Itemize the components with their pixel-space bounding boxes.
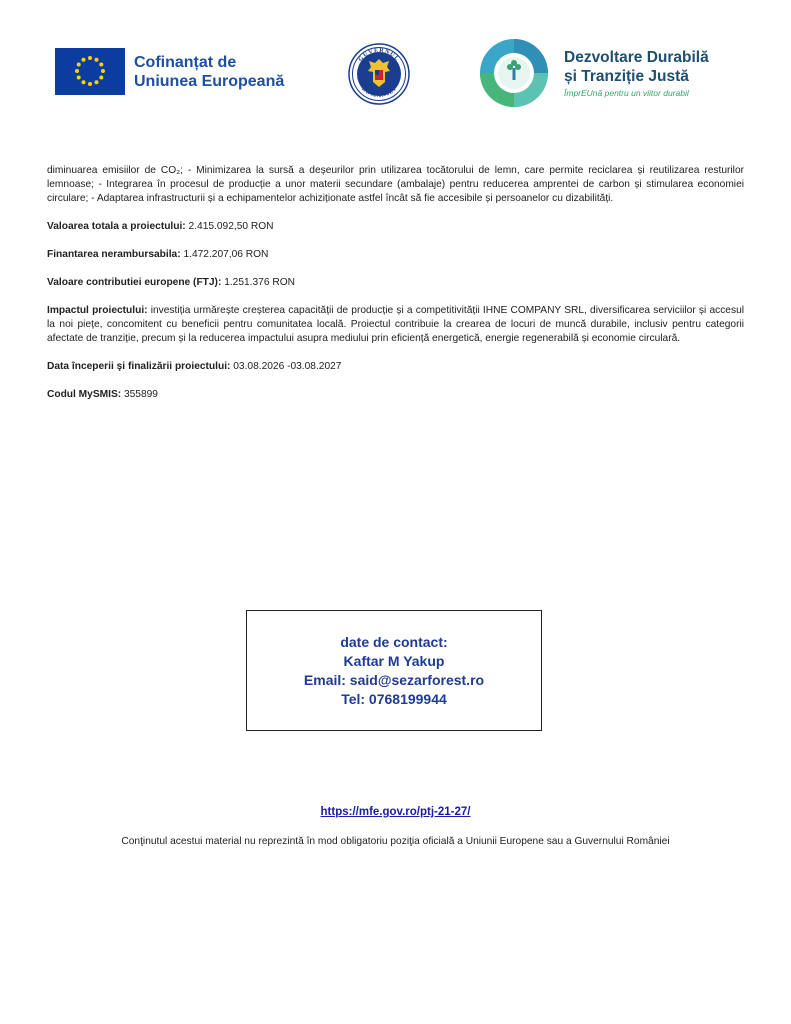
cod-mysmis-value: 355899 (121, 389, 158, 400)
eu-logo-text-line2: Uniunea Europeană (134, 72, 285, 90)
impact-paragraph (47, 304, 744, 346)
finantare-value: 1.472.207,06 RON (180, 249, 269, 260)
cod-mysmis-label: Codul MySMIS: (47, 389, 122, 400)
contributie-label: Valoare contributiei europene (FTJ): (47, 277, 222, 288)
dd-globe-icon (478, 37, 550, 109)
data-proiect-label: Data începerii şi finalizării proiectului: (47, 361, 231, 372)
contact-heading: date de contact: (340, 633, 448, 650)
finantare-label: Finantarea nerambursabila: (47, 249, 181, 260)
contact-email[interactable]: Email: said@sezarforest.ro (303, 671, 485, 688)
valoare-totala-value: 2.415.092,50 RON (185, 221, 274, 232)
eu-flag-icon (55, 48, 125, 95)
dd-title-line1: Dezvoltare Durabilă (564, 49, 709, 66)
dezvoltare-durabila-logo (478, 37, 709, 109)
dd-subtitle: ÎmprEUnă pentru un viitor durabil (564, 88, 689, 98)
contact-name: Kaftar M Yakup (343, 652, 445, 669)
finantare-line (47, 248, 744, 262)
dd-title-line2: și Tranziție Justă (564, 68, 689, 85)
disclaimer-text: Conţinutul acestui material nu reprezintă în mod obligatoriu poziţia oficială a Uniunii Europene sau a Guvernului României (121, 836, 670, 847)
contact-phone[interactable]: Tel: 0768199944 (341, 690, 447, 707)
contributie-value: 1.251.376 RON (221, 277, 295, 288)
gov-seal-top-text: GUVERNUL (357, 47, 401, 63)
gov-seal-bottom-text: ROMÂNIEI (359, 85, 399, 100)
intro-paragraph: diminuarea emisiilor de CO₂; - Minimizarea la sursă a deșeurilor prin utilizarea tocătorului de lemn, care permite reciclarea și reutilizarea resturilor lemnoase; - Integrarea în procesul de producție a unor materii secundare (ambalaje) pentru reducerea amprentei de carbon și stimularea economiei circulare; - Adaptarea infrastructurii și a echipamentelor achiziționate astfel încât să fie accesibile și persoanelor cu dizabilități. (47, 165, 744, 204)
program-link[interactable]: https://mfe.gov.ro/ptj-21-27/ (320, 806, 471, 818)
valoare-totala-label: Valoarea totala a proiectului: (47, 221, 186, 232)
data-proiect-line (47, 360, 744, 374)
impact-value: investiția urmărește creșterea capacității de producție și a competitivității IHNE COMPANY SRL, diversificarea serviciilor și accesul la noi piețe, concomitent cu beneficii pentru comunitatea locală. Proiectul contribuie la crearea de locuri de muncă durabile, inclusiv pentru categorii afectate de tranziție, precum și la reducerea impactului asupra mediului prin eficiență energetică, energie regenerabilă și economie circulară. (47, 305, 744, 344)
romanian-government-seal-icon (348, 43, 410, 105)
contributie-line (47, 276, 744, 290)
valoare-totala-line (47, 220, 744, 234)
eu-logo-text-line1: Cofinanțat de (134, 53, 237, 71)
contact-box (246, 610, 542, 731)
eu-cofinancing-logo (55, 48, 284, 95)
project-description (47, 164, 744, 416)
impact-label: Impactul proiectului: (47, 305, 148, 316)
cod-mysmis-line (47, 388, 744, 402)
data-proiect-value: 03.08.2026 -03.08.2027 (230, 361, 342, 372)
